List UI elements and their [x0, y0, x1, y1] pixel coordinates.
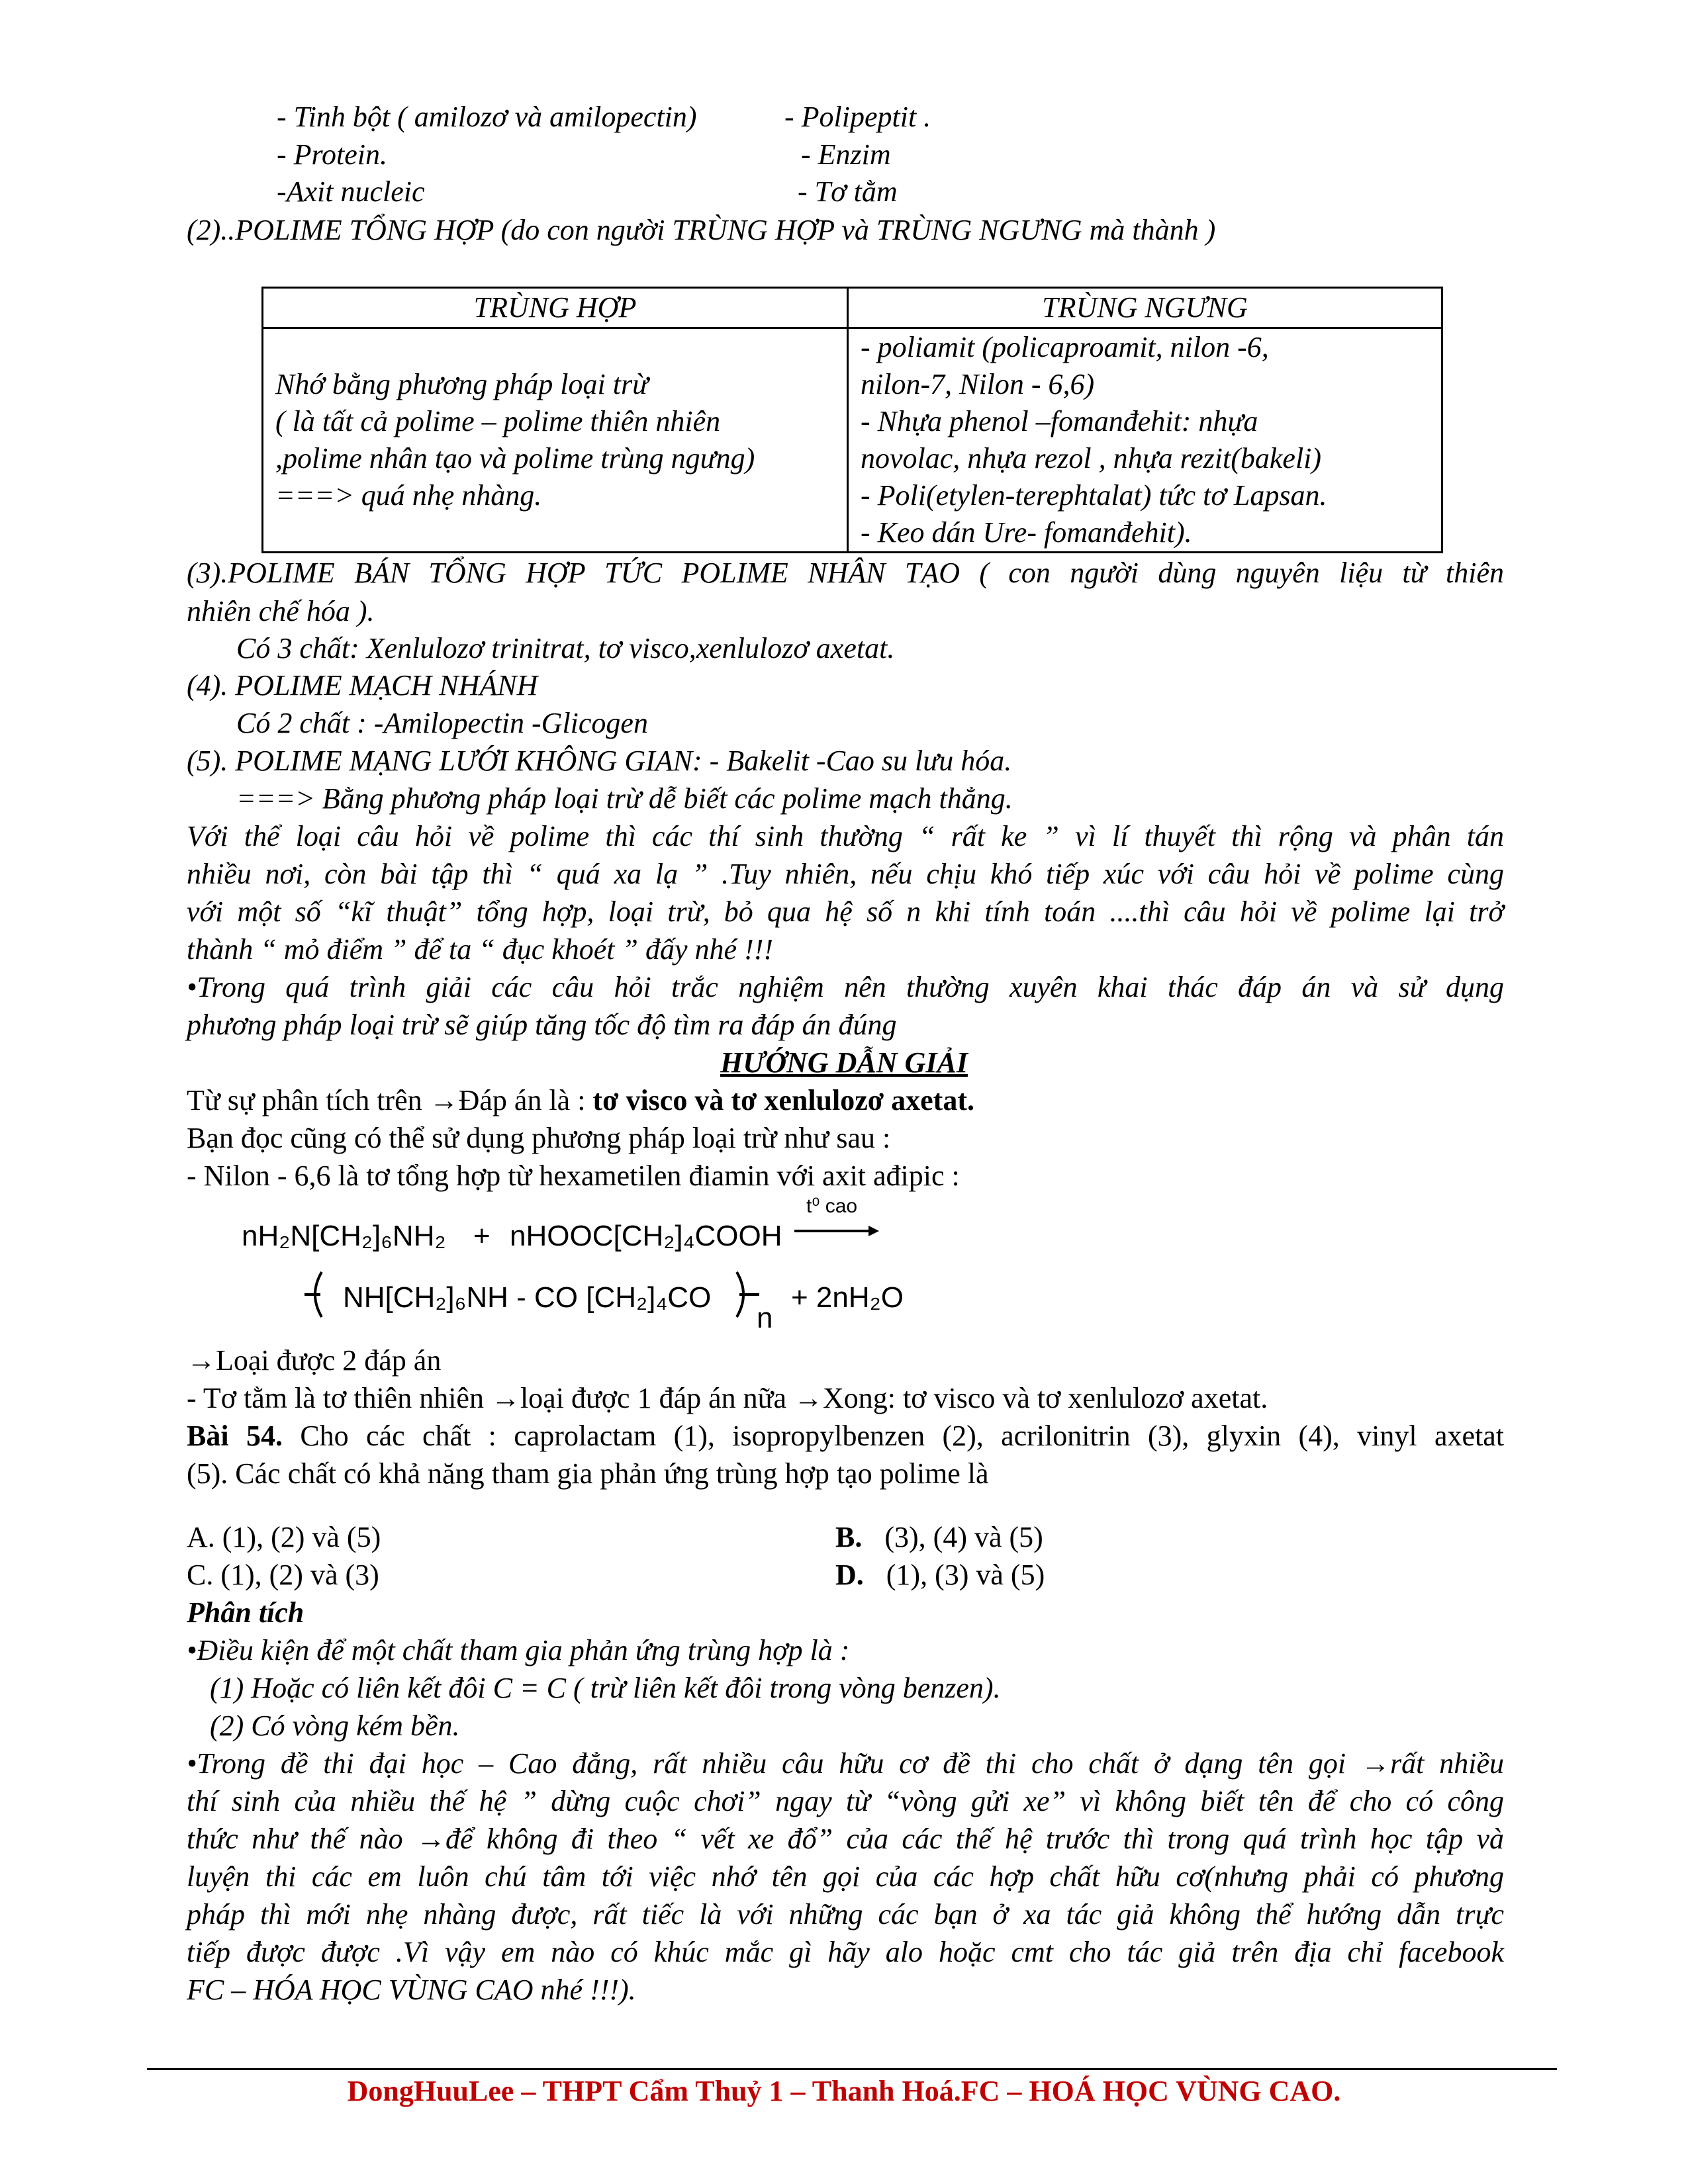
polymer-type-table	[261, 287, 1443, 553]
remark-line: •Trong quá trình giải các câu hỏi trắc nghiệm nên thường xuyên khai thác đáp án và sử dụng	[187, 971, 1504, 1003]
solution-heading: HƯỚNG DẪN GIẢI	[720, 1046, 968, 1079]
solution-line1	[187, 1082, 974, 1119]
analysis-heading: Phân tích	[187, 1596, 305, 1629]
col1-cell	[263, 328, 848, 553]
equation-condition: t⁰ cao	[806, 1195, 858, 1217]
table-body-row	[263, 328, 1442, 553]
natural-list-left-1: - Tinh bột ( amilozơ và amilopectin)	[277, 101, 697, 133]
equation-product-n: n	[757, 1302, 773, 1334]
col1-line: Nhớ bằng phương pháp loại trừ	[275, 368, 649, 400]
section4-heading: (4). POLIME MẠCH NHÁNH	[187, 669, 538, 702]
section5-heading: (5). POLIME MẠNG LƯỚI KHÔNG GIAN: - Bakelit -Cao su lưu hóa.	[187, 745, 1012, 777]
solution-after-line1: →Loại được 2 đáp án	[187, 1344, 442, 1377]
analysis-line: (2) Có vòng kém bền.	[210, 1709, 460, 1742]
col2-line: - poliamit (policaproamit, nilon -6,	[861, 331, 1269, 363]
solution-line1-prefix: Từ sự phân tích trên →Đáp án là :	[187, 1084, 593, 1116]
remark-line: nhiều nơi, còn bài tập thì “ quá xa lạ ” .Tuy nhiên, nếu chịu khó tiếp xúc với câu hỏi về polime cùng	[187, 858, 1504, 890]
solution-answer: tơ visco và tơ xenlulozơ axetat.	[592, 1084, 974, 1116]
equation-product-repeat: NH[CH₂]₆NH - CO [CH₂]₄CO	[343, 1281, 712, 1314]
problem54-line2: (5). Các chất có khả năng tham gia phản ứng trùng hợp tạo polime là	[187, 1457, 989, 1490]
section5-line: ===> Bằng phương pháp loại trừ dễ biết các polime mạch thẳng.	[236, 782, 1013, 815]
natural-list-left-3: -Axit nucleic	[277, 175, 425, 208]
analysis-para-line: FC – HÓA HỌC VÙNG CAO nhé !!!).	[187, 1974, 636, 2006]
col1-line: ,polime nhân tạo và polime trùng ngưng)	[275, 442, 755, 475]
col-header-trung-ngung: TRÙNG NGƯNG	[848, 288, 1442, 328]
section3-line1: (3).POLIME BÁN TỔNG HỢP TỨC POLIME NHÂN TẠO ( con người dùng nguyên liệu từ thiên	[187, 557, 1504, 589]
natural-list-right-2: - Enzim	[801, 138, 891, 171]
option-b-label: B.	[835, 1521, 863, 1553]
option-b-text: (3), (4) và (5)	[884, 1521, 1043, 1553]
col1-line: ( là tất cả polime – polime thiên nhiên	[275, 405, 721, 437]
analysis-para-line: luyện thi các em luôn chú tâm tới việc nhớ tên gọi của các hợp chất hữu cơ(nhưng phải có phương	[187, 1860, 1504, 1893]
section3-line2: nhiên chế hóa ).	[187, 595, 375, 627]
remark-line: thành “ mỏ điểm ” để ta “ đục khoét ” đấy nhé !!!	[187, 933, 773, 966]
reaction-arrow-icon	[794, 1224, 880, 1238]
footer-divider	[147, 2068, 1557, 2070]
natural-list-right-3: - Tơ tằm	[798, 175, 898, 208]
analysis-para-line: thí sinh của nhiều thế hệ ” dừng cuộc chơi” ngay từ “vòng gửi xe” vì không biết tên để cho có công	[187, 1785, 1504, 1817]
equation-plus: +	[473, 1220, 491, 1252]
option-d[interactable]	[835, 1557, 1045, 1594]
col2-line: novolac, nhựa rezol , nhựa rezit(bakeli)	[861, 442, 1322, 475]
equation-byproduct: + 2nH₂O	[791, 1281, 904, 1314]
analysis-para-line: •Trong đề thi đại học – Cao đẳng, rất nhiều câu hữu cơ đề thi cho chất ở dạng tên gọi →rất nhiều	[187, 1747, 1504, 1780]
col2-cell	[848, 328, 1442, 553]
section2-heading: (2)..POLIME TỔNG HỢP (do con người TRÙNG HỢP và TRÙNG NGƯNG mà thành )	[187, 214, 1216, 246]
natural-list-right-1: - Polipeptit .	[784, 101, 931, 133]
option-c[interactable]: C. (1), (2) và (3)	[187, 1559, 379, 1591]
equation-reactant-b: nHOOC[CH₂]₄COOH	[510, 1220, 782, 1252]
page-footer: DongHuuLee – THPT Cẩm Thuỷ 1 – Thanh Hoá.FC – HOÁ HỌC VÙNG CAO.	[347, 2075, 1341, 2107]
option-d-label: D.	[835, 1559, 864, 1591]
col2-line: - Keo dán Ure- fomanđehit).	[861, 516, 1192, 549]
solution-line2: Bạn đọc cũng có thể sử dụng phương pháp loại trừ như sau :	[187, 1122, 891, 1154]
table-header-row	[263, 288, 1442, 328]
problem54-line1	[187, 1418, 1504, 1455]
col1-line: ===> quá nhẹ nhàng.	[275, 479, 542, 512]
option-d-text: (1), (3) và (5)	[886, 1559, 1045, 1591]
col2-line: - Nhựa phenol –fomanđehit: nhựa	[861, 405, 1258, 437]
section3-line3: Có 3 chất: Xenlulozơ trinitrat, tơ visco,xenlulozơ axetat.	[236, 632, 895, 664]
analysis-line: •Điều kiện để một chất tham gia phản ứng trùng hợp là :	[187, 1634, 850, 1666]
solution-line3: - Nilon - 6,6 là tơ tổng hợp từ hexametilen điamin với axit ađipic :	[187, 1160, 960, 1192]
col2-line: nilon-7, Nilon - 6,6)	[861, 368, 1095, 400]
equation-reactant-a: nH₂N[CH₂]₆NH₂	[242, 1220, 446, 1252]
col2-line: - Poli(etylen-terephtalat) tức tơ Lapsan.	[861, 479, 1327, 512]
analysis-para-line: tiếp được được .Vì vậy em nào có khúc mắc gì hãy alo hoặc cmt cho tác giả trên địa chỉ facebook	[187, 1936, 1504, 1968]
remark-line: với một số “kĩ thuật” tổng hợp, loại trừ, bỏ qua hệ số n khi tính toán ....thì câu hỏi về polime lại trở	[187, 895, 1504, 928]
col-header-trung-hop: TRÙNG HỢP	[263, 288, 848, 328]
option-b[interactable]	[835, 1519, 1043, 1556]
analysis-para-line: thức như thế nào →để không đi theo “ vết xe đổ” của các thế hệ trước thì trong quá trình học tập và	[187, 1823, 1504, 1855]
option-a[interactable]: A. (1), (2) và (5)	[187, 1521, 381, 1553]
problem54-text1: Cho các chất : caprolactam (1), isopropylbenzen (2), acrilonitrin (3), glyxin (4), vinyl axetat	[282, 1420, 1504, 1452]
section4-line: Có 2 chất : -Amilopectin -Glicogen	[236, 707, 648, 739]
remark-line: Với thể loại câu hỏi về polime thì các thí sinh thường “ rất ke ” vì lí thuyết thì rộng và phân tán	[187, 820, 1504, 852]
solution-after-line2: - Tơ tằm là tơ thiên nhiên →loại được 1 đáp án nữa →Xong: tơ visco và tơ xenlulozơ axetat.	[187, 1382, 1268, 1414]
left-paren-icon	[303, 1269, 330, 1322]
analysis-line: (1) Hoặc có liên kết đôi C = C ( trừ liên kết đôi trong vòng benzen).	[210, 1672, 1001, 1704]
natural-list-left-2: - Protein.	[277, 138, 387, 171]
problem54-label: Bài 54.	[187, 1420, 283, 1452]
analysis-para-line: pháp thì mới nhẹ nhàng được, rất tiếc là với những các bạn ở xa tác giả không thể hướng dẫn trực	[187, 1898, 1504, 1931]
remark-line: phương pháp loại trừ sẽ giúp tăng tốc độ tìm ra đáp án đúng	[187, 1009, 897, 1041]
